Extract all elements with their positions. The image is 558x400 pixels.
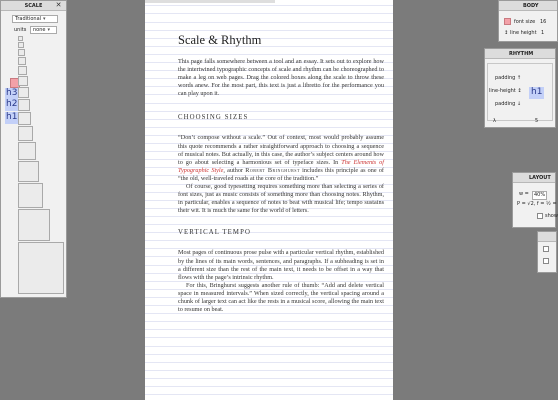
- scale-box[interactable]: [18, 42, 24, 48]
- scale-panel: [0, 0, 67, 298]
- layout-panel-title[interactable]: LAYOUT: [513, 173, 555, 183]
- scale-box[interactable]: [18, 142, 36, 160]
- scale-box[interactable]: [18, 76, 28, 86]
- paragraph: [178, 134, 384, 183]
- units-select-value: none: [33, 27, 46, 33]
- font-size-label: font size: [514, 19, 536, 25]
- font-size-swatch[interactable]: [504, 18, 511, 25]
- scale-box[interactable]: [18, 242, 64, 294]
- show-checkbox[interactable]: [537, 213, 543, 219]
- page-title: Scale & Rhythm: [178, 33, 262, 47]
- scale-box[interactable]: [18, 183, 43, 208]
- padding-bottom-label: padding ↓: [495, 101, 522, 107]
- show-label: show: [545, 213, 558, 219]
- partial-panel-title[interactable]: [538, 232, 556, 242]
- section-heading-vertical-tempo: VERTICAL TEMPO: [178, 229, 251, 237]
- section-heading-choosing-sizes: CHOOSING SIZES: [178, 114, 249, 122]
- line-height-label: line-height ↕: [489, 88, 522, 94]
- font-size-value[interactable]: 16: [540, 19, 547, 25]
- width-input[interactable]: 40%: [534, 192, 546, 198]
- lambda-value[interactable]: 5: [535, 118, 539, 124]
- chevron-down-icon: ▾: [47, 27, 50, 33]
- text-run: , author: [223, 166, 246, 174]
- scale-panel-header[interactable]: [1, 1, 66, 11]
- text-run: “Don’t compose without a scale.” Out of context, most would probably assume this quote recommends a rather straightforward approach to choosing a sequence of musical notes. But actually, in this case, the author’s subject centers around how to go about selecting a harmonious set of typeface sizes. In: [178, 134, 384, 166]
- h3-marker[interactable]: h3: [6, 88, 18, 98]
- rhythm-panel: [484, 48, 556, 128]
- units-label: units: [14, 27, 27, 33]
- h1-marker[interactable]: h1: [6, 112, 18, 122]
- lambda-label: λ: [493, 118, 496, 124]
- padding-top-label: padding ↑: [495, 75, 522, 81]
- scale-box[interactable]: [18, 49, 25, 56]
- article: [178, 28, 384, 314]
- book-title-link[interactable]: The Elements of Typographic Style: [178, 158, 384, 174]
- close-icon[interactable]: ✕: [55, 1, 62, 9]
- scale-box[interactable]: [18, 36, 23, 41]
- body-panel: [498, 0, 558, 42]
- chevron-down-icon: ▾: [43, 16, 46, 22]
- body-panel-title[interactable]: BODY: [499, 1, 557, 11]
- scale-select[interactable]: [12, 15, 58, 23]
- scale-box[interactable]: [18, 126, 33, 141]
- line-height-value[interactable]: 1: [541, 30, 545, 36]
- option-checkbox[interactable]: [543, 258, 549, 264]
- scale-box[interactable]: [18, 161, 39, 182]
- line-height-label: line height: [510, 30, 537, 36]
- units-select[interactable]: [30, 26, 57, 34]
- partial-panel: [537, 231, 557, 273]
- scale-box[interactable]: [18, 99, 30, 111]
- h2-marker[interactable]: h2: [6, 99, 18, 109]
- page-edge: [145, 0, 275, 3]
- text-run: includes this principle as one of “the old, well-traveled roads at the core of the tradition.”: [178, 166, 384, 182]
- rhythm-panel-title[interactable]: RHYTHM: [485, 49, 555, 59]
- author-name: Robert Bringhurst: [245, 166, 300, 174]
- option-checkbox[interactable]: [543, 246, 549, 252]
- updown-arrow-icon: ↕: [504, 30, 509, 36]
- scale-panel-title: SCALE: [24, 3, 43, 9]
- scale-box[interactable]: [18, 66, 27, 75]
- width-label: w =: [519, 191, 529, 197]
- h1-chip[interactable]: h1: [531, 87, 543, 97]
- intro-paragraph: This page falls somewhere between a tool and an essay. It sets out to explore how the intertwined typographic concepts of scale and rhythm can be choreographed to make a leg on web pages. Drag the colored boxes along the scale to throw these words anew. For the most part, this text is just a libretto for the performance you can play upon it.: [178, 58, 384, 98]
- ratio-formula: P = √2, f = ½ =: [517, 201, 557, 207]
- scale-box[interactable]: [18, 112, 31, 125]
- layout-panel: [512, 172, 556, 228]
- paragraph: Of course, good typesetting requires something more than selecting a series of font sizes, just as music consists of something more than choosing notes. Rhythm, in particular, enables a sequence of notes to beat with musical life; tempo sustains their wit. It is much the same for the world of letters.: [178, 183, 384, 215]
- scale-select-value: Traditional: [15, 16, 42, 22]
- scale-box[interactable]: [18, 209, 50, 241]
- scale-box[interactable]: [18, 57, 26, 65]
- paragraph: Most pages of continuous prose pulse with a particular vertical rhythm, established by the lines of its main words, sentences, and paragraphs. If a subheading is set in a different size than the rest of the main text, it needs to be offset in a way that flows with the page’s intrinsic rhythm.: [178, 249, 384, 281]
- scale-box[interactable]: [18, 87, 29, 98]
- page-canvas: [145, 0, 393, 400]
- paragraph: For this, Bringhurst suggests another rule of thumb: “Add and delete vertical space in measured intervals.” When sized correctly, the vertical spacing around a chunk of larger text can act like the rests in a musical score, allowing the main text to resume on beat.: [178, 281, 384, 314]
